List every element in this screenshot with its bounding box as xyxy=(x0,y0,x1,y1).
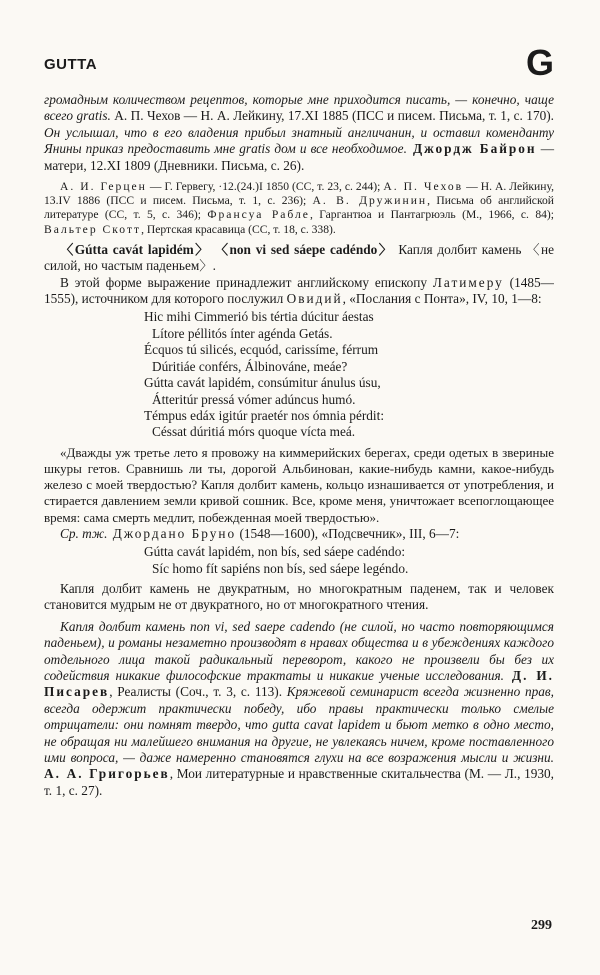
source-byron: — матери, 12.XI 1809 (Дневники. Письма, с. 26). xyxy=(44,141,555,173)
author-grigoriev: А. А. Григорьев xyxy=(44,766,170,782)
references-block xyxy=(44,180,554,237)
name-ovid: Овидий xyxy=(286,291,343,307)
source-pisarev: , Реалисты (Соч., т. 3, с. 113). xyxy=(109,684,287,700)
ovid-translation: «Дважды уж третье лето я провожу на киммерийских берегах, среди одетых в звериные шкуры гетов. Сравнишь ли ты, дорогой Альбинован, какие-нибудь камни, какое-нибудь железо с моей твердостью? Капля долбит камень, кольцо изнашивается от употребления, и стирается давлением земли кривой сошник. Все, кроме меня, уничтожает всепоглощающее время: сама смерть медлит, побежденная моей твердостью». xyxy=(44,444,554,525)
section-letter: G xyxy=(525,42,554,83)
entry-headword-paragraph xyxy=(44,242,554,275)
entry-gloss: Капля долбит камень 〈не силой, но частым паденьем〉. xyxy=(44,241,555,274)
verse-line: Écquos tú silicés, ecquód, carissíme, férrum xyxy=(144,342,379,358)
author-pisarev: Д. И. Писарев xyxy=(44,667,554,700)
origin-text: , «Послания с Понта», IV, 10, 1—8: xyxy=(342,291,542,307)
continued-quote-paragraph xyxy=(44,92,554,174)
verse-line: Céssat dúritiá mórs quoque vícta meá. xyxy=(152,424,356,440)
verse-line: Átteritúr pressá vómer adúncus humó. xyxy=(152,391,356,407)
verse-line: Hic mihi Cimmerió bis tértia dúcitur áestas xyxy=(144,309,374,325)
running-head: GUTTA xyxy=(44,56,98,73)
page-number: 299 xyxy=(531,918,552,933)
ref-source: , Гаргантюа и Пантагрюэль (М., 1966, с. 84); xyxy=(309,208,555,222)
quote-pisarev: Капля долбит камень non vi, sed saepe cadendo (не силой, но часто повторяющимся паденьем), и романы незаметно производят в нравах общества и в убеждениях каждого отдельного лица такой радикальный переворот, какого не произвели бы без их содействия никакие философские трактаты и никакие ученые исследования. xyxy=(44,618,554,683)
entry-headword: 〈Gútta cavát lapidém〉 〈non vi sed sáepe cadéndo〉 xyxy=(60,241,394,257)
quote-byron: Он услышал, что в его владения прибыл знатный англичанин, и оставил коменданту Янины приказ предоставить мне gratis дом и все необходимое. xyxy=(44,124,554,157)
verse-line: Dúritiáe conférs, Álbinováne, meáe? xyxy=(152,358,348,374)
verse-line: Gútta cavát lapidém, consúmitur ánulus úsu, xyxy=(144,375,381,391)
quote-chekhov: громадным количеством рецептов, которые мне приходится писать, — конечно, чаще всего gratis. xyxy=(44,92,554,124)
page-body xyxy=(44,92,554,799)
compare-paragraph xyxy=(44,526,554,542)
verse-line: Témpus edáx igitúr praetér nos ómnia pérdit: xyxy=(144,407,385,423)
ref-source: — Г. Гервегу, ·12.(24.)I 1850 (СС, т. 23, с. 244); xyxy=(146,180,384,194)
compare-label: Ср. тж. xyxy=(60,525,108,541)
page-header xyxy=(44,42,554,86)
verse-line: Lítore péllitós ínter agénda Getás. xyxy=(152,325,333,341)
ref-author: А. И. Герцен xyxy=(60,180,147,194)
compare-source: (1548—1600), «Подсвечник», III, 6—7: xyxy=(236,525,460,541)
ref-author: Вальтер Скотт xyxy=(44,222,142,236)
name-bruno: Джордано Бруно xyxy=(107,525,237,541)
ref-source: — Н. А. Лейкину, 13.IV 1886 (ПСС и писем. Письма, т. 1, с. 236); xyxy=(44,180,554,208)
quote-grigoriev: Кряжевой семинарист всегда жизненно прав, всегда одержит практически победу, ибо правы практически только смелые отрицатели: они помнят твердо, что gutta cavat lapidem и бьют метко в одно место, не обращая ни малейшего внимания на другие, не увлекаясь ничем, кроме поставленного ими вопроса, — даже намеренно становятся глухи на все возражения мысли и жизни. xyxy=(44,684,554,766)
verse-line: Gútta cavát lapidém, non bís, sed sáepe cadéndo: xyxy=(144,544,406,560)
origin-paragraph xyxy=(44,275,554,308)
bruno-verse xyxy=(144,544,554,577)
ref-source: , Пертская красавица (СС, т. 18, с. 338). xyxy=(141,222,336,236)
origin-text: В этой форме выражение принадлежит английскому епископу xyxy=(60,274,433,290)
usage-paragraph xyxy=(44,619,554,799)
source-chekhov: А. П. Чехов — Н. А. Лейкину, 17.XI 1885 (ПСС и писем. Письма, т. 1, с. 170). xyxy=(110,108,554,124)
bruno-translation: Капля долбит камень не двукратным, но многократным паденем, так и человек становится мудрым не от двукратного, но от многократного чтения. xyxy=(44,580,554,613)
verse-line: Síc homo fít sapiéns non bís, sed sáepe legéndo. xyxy=(152,560,409,576)
ref-author: А. В. Дружинин xyxy=(312,194,428,208)
ref-author: Франсуа Рабле xyxy=(207,208,310,222)
source-grigoriev: , Мои литературные и нравственные скитальчества (М. — Л., 1930, т. 1, с. 27). xyxy=(44,766,554,798)
ref-source: , Письма об английской литературе (СС, т. 5, с. 346); xyxy=(44,194,554,222)
origin-text: (1485—1555), источником для которого послужил xyxy=(44,274,554,307)
ovid-verse xyxy=(144,309,554,440)
ref-author: А. П. Чехов xyxy=(383,180,464,194)
name-latimer: Латимеру xyxy=(432,274,504,290)
author-byron: Джордж Байрон xyxy=(406,141,537,157)
